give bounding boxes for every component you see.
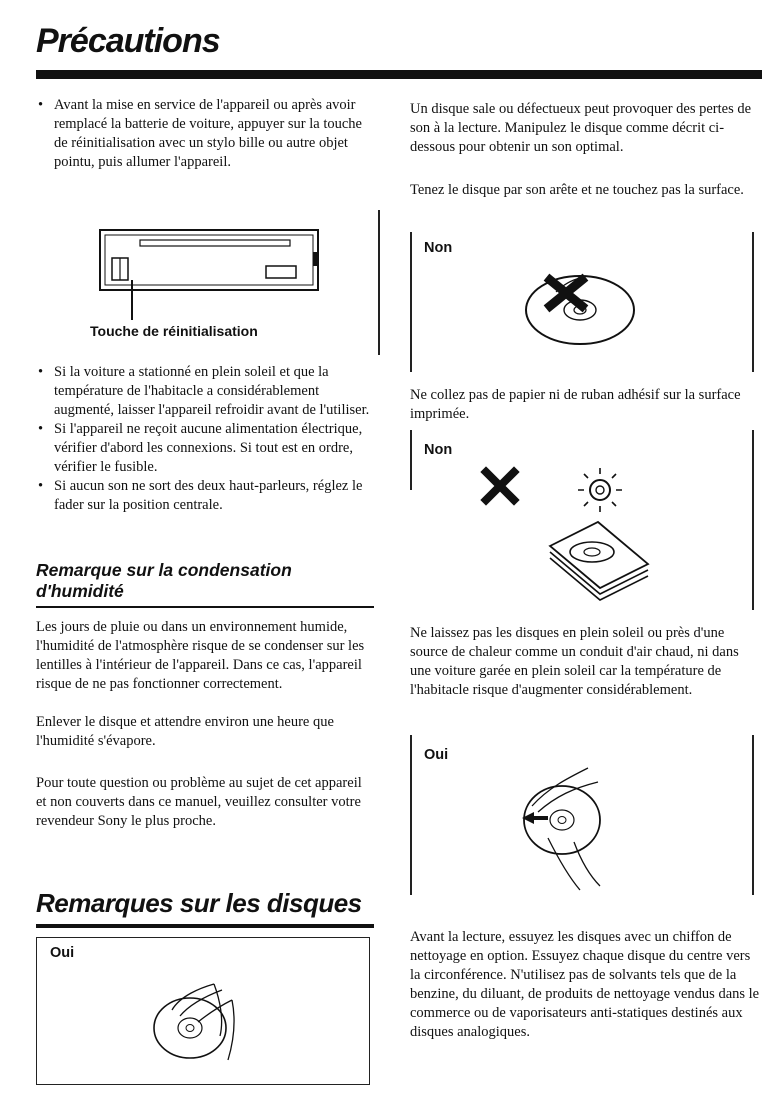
intro-text: Un disque sale ou défectueux peut provoquer des pertes de son à la lecture. Manipulez le disque comme décrit ci-dessous pour obtenir un son optimal. [410,101,752,155]
heat-warning-text: Ne laissez pas les disques en plein soleil ou près d'une source de chaleur comme un conduit d'air chaud, ni dans une voiture garée en plein soleil car la température de l'habitacle risque d'augmenter considérablement. [410,625,739,698]
title-rule [36,70,762,79]
panel-bar-right [752,232,754,372]
paper-tape-text: Ne collez pas de papier ni de ruban adhésif sur la surface imprimée. [410,387,741,422]
precautions-bullet-list [36,363,372,515]
hold-disc-illustration [150,970,260,1070]
non-label-2: Non [424,442,453,458]
panel-bar-right-3 [752,735,754,895]
panel-bar-right-2 [752,430,754,610]
list-item: • Si aucun son ne sort des deux haut-parleurs, réglez le fader sur la position centrale. [36,477,372,515]
list-item: • Avant la mise en service de l'appareil ou après avoir remplacé la batterie de voiture, appuyer sur la touche de réinitialisation avec un stylo bille ou autre objet pointu, puis allumer l'appareil. [36,96,372,172]
clean-disc-illustration [508,758,618,893]
heat-wrong-illustration [480,460,680,600]
margin-change-bar [378,210,380,355]
condensation-instruction: Enlever le disque et attendre environ une heure que l'humidité s'évapore. [36,714,334,749]
panel-bar-left-3 [410,735,412,895]
hold-instruction: Tenez le disque par son arête et ne touchez pas la surface. [410,182,744,198]
non-label-1: Non [424,240,453,256]
panel-bar-left [410,232,412,372]
cleaning-text: Avant la lecture, essuyez les disques avec un chiffon de nettoyage en option. Essuyez chaque disque du centre vers la circonférence. N'utilisez pas de solvants tels que de la benzine, du diluant, de produits de nettoyage vendus dans le commerce ou de vaporisateurs anti-statiques destinés aux disques analogiques. [410,929,760,1040]
oui-label: Oui [50,945,75,961]
list-item: • Si la voiture a stationné en plein soleil et que la température de l'habitacle a considérablement augmenté, laisser l'appareil refroidir avant de l'utiliser. [36,363,372,420]
touch-surface-wrong-illustration [520,262,640,352]
list-item: • Si l'appareil ne reçoit aucune alimentation électrique, vérifier d'abord les connexions. Si tout est en ordre, vérifier le fusible. [36,420,372,477]
condensation-text: Les jours de pluie ou dans un environnement humide, l'humidité de l'atmosphère risque de se condenser sur les lentilles à l'intérieur de l'appareil. Dans ce cas, l'appareil risque de ne pas fonctionner correctement. [36,619,365,692]
panel-bar-left-2 [410,430,412,490]
contact-text: Pour toute question ou problème au sujet de cet appareil et non couverts dans ce manuel, veuillez consulter votre revendeur Sony le plus proche. [36,775,362,829]
discs-section-rule [36,924,374,928]
reset-button-label: Touche de réinitialisation [90,323,258,339]
discs-section-heading: Remarques sur les disques [36,888,362,918]
page-title: Précautions [36,22,220,60]
oui-label-2: Oui [424,747,449,763]
condensation-rule [36,606,374,608]
condensation-heading: Remarque sur la condensation d'humidité [36,560,292,601]
reset-bullet-list [36,96,372,172]
